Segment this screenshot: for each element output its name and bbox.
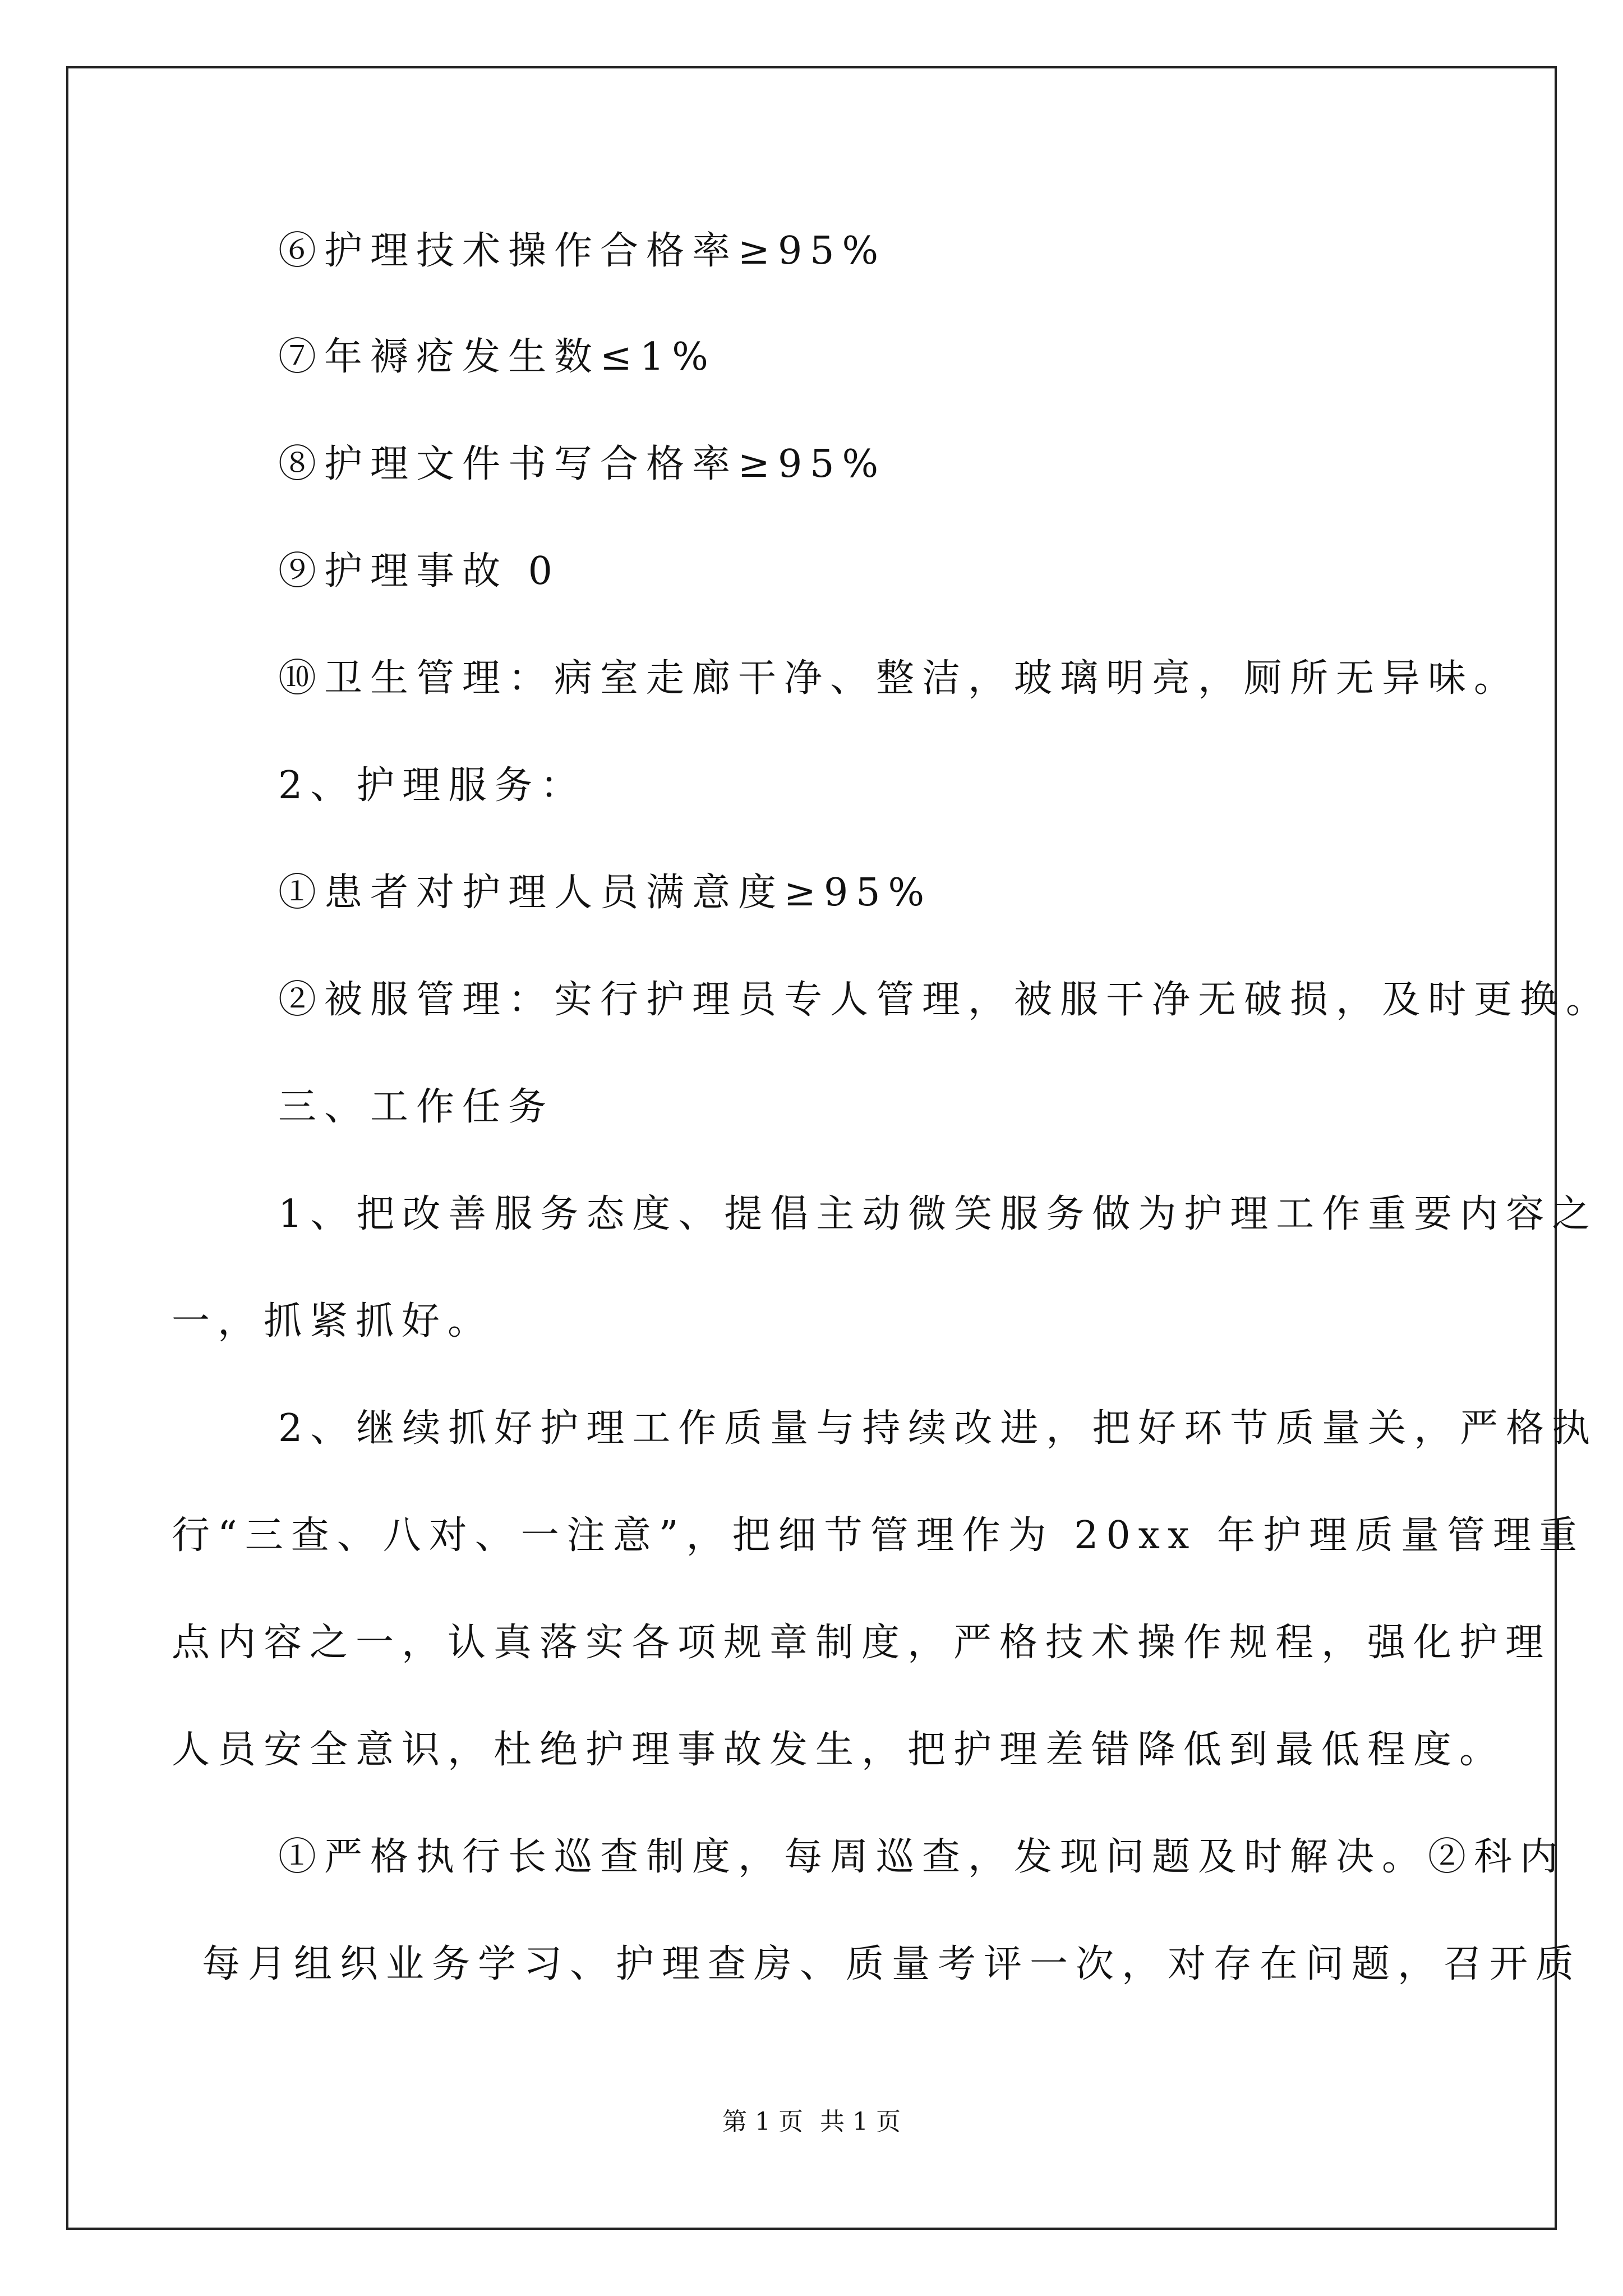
text-line: 点内容之一，认真落实各项规章制度，严格技术操作规程，强化护理 — [172, 1621, 1552, 1665]
text-line: 2、护理服务： — [278, 763, 587, 808]
text-line: 一，抓紧抓好。 — [172, 1299, 494, 1343]
text-line: ②被服管理：实行护理员专人管理，被服干净无破损，及时更换。 — [278, 978, 1612, 1022]
page-number: 第 1 页 — [722, 2108, 803, 2136]
text-line: ⑦年褥疮发生数≤1% — [278, 335, 716, 379]
text-line: 1、把改善服务态度、提倡主动微笑服务做为护理工作重要内容之 — [278, 1192, 1598, 1236]
page-total: 共 1 页 — [820, 2108, 901, 2136]
text-line: 每月组织业务学习、护理查房、质量考评一次，对存在问题，召开质 — [202, 1942, 1582, 1986]
text-line: 人员安全意识，杜绝护理事故发生，把护理差错降低到最低程度。 — [172, 1728, 1506, 1772]
text-line: ①严格执行长巡查制度，每周巡查，发现问题及时解决。②科内 — [278, 1835, 1566, 1879]
text-line: ⑧护理文件书写合格率≥95% — [278, 442, 887, 486]
text-line: ⑥护理技术操作合格率≥95% — [278, 229, 887, 273]
text-line: 行“三查、八对、一注意”，把细节管理作为 20xx 年护理质量管理重 — [172, 1513, 1585, 1558]
section-heading: 三、工作任务 — [278, 1085, 555, 1129]
page-footer — [0, 2106, 1623, 2138]
text-line: ①患者对护理人员满意度≥95% — [278, 871, 933, 915]
page-border — [66, 66, 1557, 2230]
text-line: 2、继续抓好护理工作质量与持续改进，把好环节质量关，严格执 — [278, 1406, 1598, 1451]
text-line: ⑨护理事故 0 — [278, 549, 560, 593]
text-line: ⑩卫生管理：病室走廊干净、整洁，玻璃明亮，厕所无异味。 — [278, 656, 1520, 701]
